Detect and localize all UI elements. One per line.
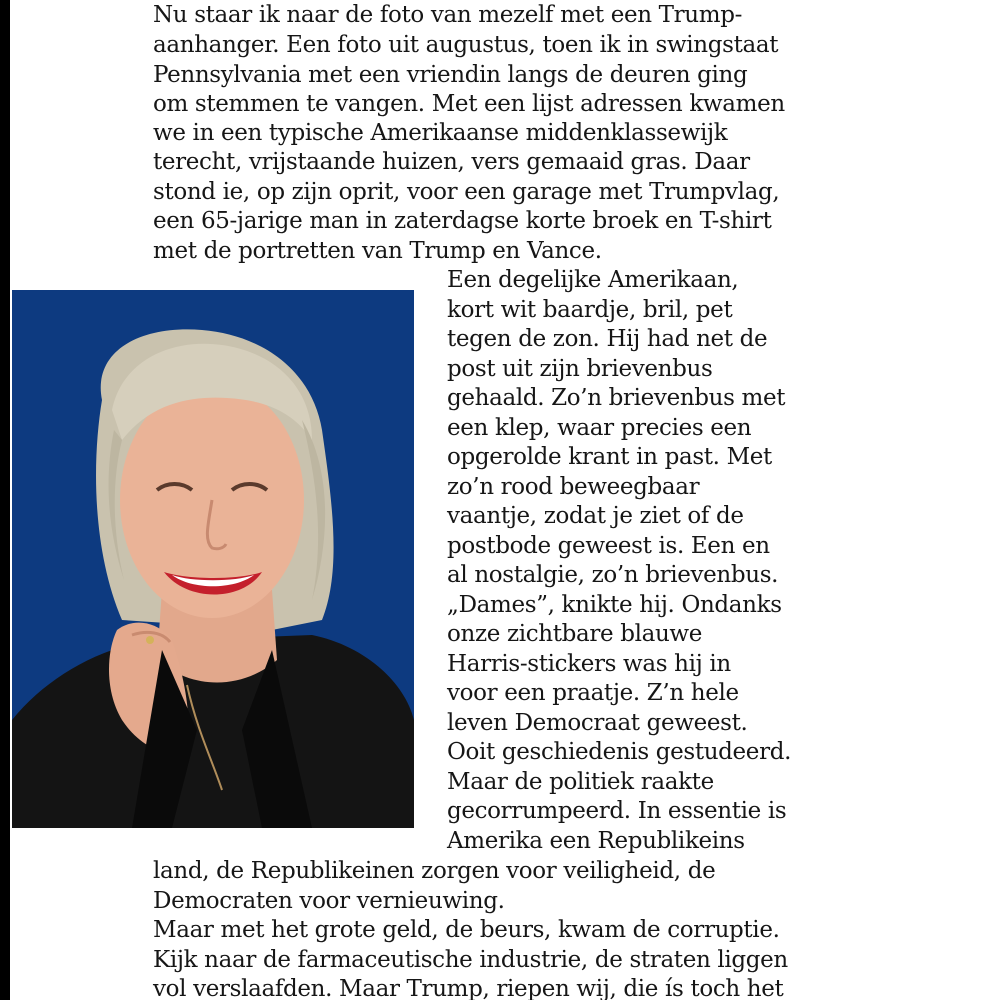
article-line: Een degelijke Amerikaan, [447, 267, 739, 293]
article-line: gehaald. Zo’n brievenbus met [447, 385, 786, 411]
article-line: al nostalgie, zo’n brievenbus. [447, 562, 779, 588]
article-line: opgerolde krant in past. Met [447, 444, 772, 470]
author-photo [12, 290, 414, 828]
article-line: stond ie, op zijn oprit, voor een garage met Trumpvlag, [153, 179, 780, 205]
article-line: Maar de politiek raakte [447, 769, 714, 795]
article-line: Maar met het grote geld, de beurs, kwam de corruptie. [153, 917, 780, 943]
article-line: land, de Republikeinen zorgen voor veiligheid, de [153, 858, 716, 884]
page-edge-bar [0, 0, 10, 1000]
article-line: we in een typische Amerikaanse middenklassewijk [153, 120, 728, 146]
article-line: voor een praatje. Z’n hele [447, 680, 739, 706]
article-line: vaantje, zodat je ziet of de [447, 503, 744, 529]
article-line: Pennsylvania met een vriendin langs de deuren ging [153, 62, 748, 88]
article-line: Democraten voor vernieuwing. [153, 888, 505, 914]
article-line: gecorrumpeerd. In essentie is [447, 798, 787, 824]
article-line: een 65-jarige man in zaterdagse korte broek en T-shirt [153, 208, 772, 234]
article-line: met de portretten van Trump en Vance. [153, 238, 602, 264]
article-line: een klep, waar precies een [447, 415, 752, 441]
article-line: Harris-stickers was hij in [447, 651, 731, 677]
article-line: Nu staar ik naar de foto van mezelf met een Trump- [153, 2, 743, 28]
article-line: vol verslaafden. Maar Trump, riepen wij, die ís toch het [153, 976, 784, 1000]
article-line: postbode geweest is. Een en [447, 533, 770, 559]
article-line: Kijk naar de farmaceutische industrie, de straten liggen [153, 947, 788, 973]
article-line: Ooit geschiedenis gestudeerd. [447, 739, 792, 765]
article-line: terecht, vrijstaande huizen, vers gemaaid gras. Daar [153, 149, 750, 175]
author-portrait-image [12, 290, 414, 828]
article-line: post uit zijn brievenbus [447, 356, 713, 382]
article-line: leven Democraat geweest. [447, 710, 748, 736]
article-line: om stemmen te vangen. Met een lijst adressen kwamen [153, 91, 785, 117]
article-line: Amerika een Republikeins [447, 828, 745, 854]
article-line: kort wit baardje, bril, pet [447, 297, 733, 323]
article-line: zo’n rood beweegbaar [447, 474, 700, 500]
article-line: tegen de zon. Hij had net de [447, 326, 768, 352]
article-line: „Dames”, knikte hij. Ondanks [447, 592, 782, 618]
article-line: onze zichtbare blauwe [447, 621, 703, 647]
article-line: aanhanger. Een foto uit augustus, toen ik in swingstaat [153, 32, 779, 58]
